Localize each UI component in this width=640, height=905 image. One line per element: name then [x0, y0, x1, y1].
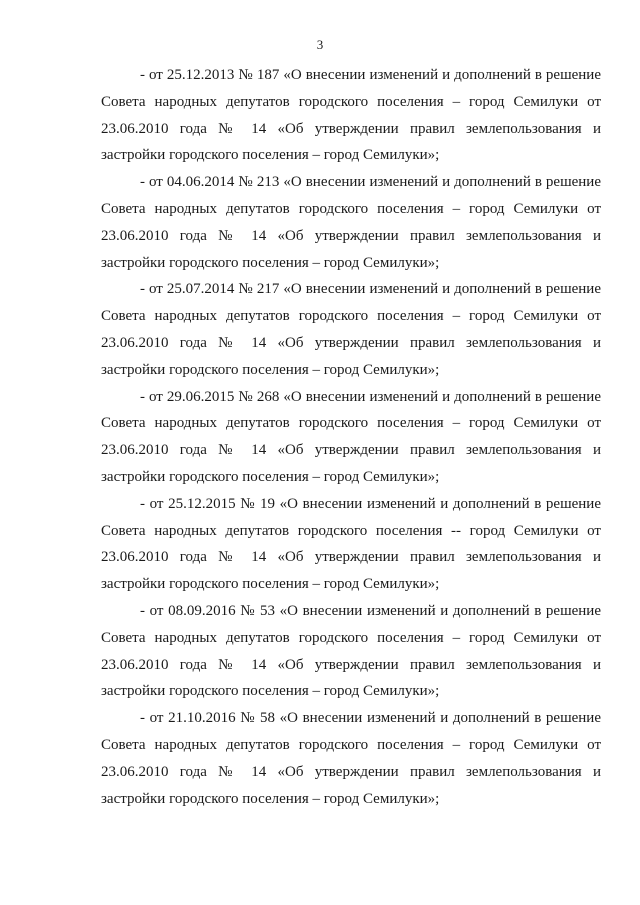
amendment-paragraph: - от 25.07.2014 № 217 «О внесении изменений и дополнений в решение Совета народных депутатов городского поселения – город Семилуки от 23.06.2010 года № 14 «Об утверждении правил землепользования и застройки городского поселения – город Семилуки»; [101, 281, 601, 378]
amendment-paragraph: - от 25.12.2013 № 187 «О внесении изменений и дополнений в решение Совета народных депутатов городского поселения – город Семилуки от 23.06.2010 года № 14 «Об утверждении правил землепользования и застройки городского поселения – город Семилуки»; [101, 67, 601, 164]
amendment-paragraph: - от 04.06.2014 № 213 «О внесении изменений и дополнений в решение Совета народных депутатов городского поселения – город Семилуки от 23.06.2010 года № 14 «Об утверждении правил землепользования и застройки городского поселения – город Семилуки»; [101, 174, 601, 271]
document-body [101, 62, 601, 812]
amendment-paragraph: - от 25.12.2015 № 19 «О внесении изменений и дополнений в решение Совета народных депутатов городского поселения -- город Семилуки от 23.06.2010 года № 14 «Об утверждении правил землепользования и застройки городского поселения – город Семилуки»; [101, 495, 601, 593]
amendment-paragraph: - от 29.06.2015 № 268 «О внесении изменений и дополнений в решение Совета народных депутатов городского поселения – город Семилуки от 23.06.2010 года № 14 «Об утверждении правил землепользования и застройки городского поселения – город Семилуки»; [101, 388, 601, 485]
amendment-paragraph: - от 08.09.2016 № 53 «О внесении изменений и дополнений в решение Совета народных депутатов городского поселения – город Семилуки от 23.06.2010 года № 14 «Об утверждении правил землепользования и застройки городского поселения – город Семилуки»; [101, 602, 601, 700]
amendment-paragraph: - от 21.10.2016 № 58 «О внесении изменений и дополнений в решение Совета народных депутатов городского поселения – город Семилуки от 23.06.2010 года № 14 «Об утверждении правил землепользования и застройки городского поселения – город Семилуки»; [101, 710, 601, 807]
page-number: 3 [316, 37, 324, 52]
